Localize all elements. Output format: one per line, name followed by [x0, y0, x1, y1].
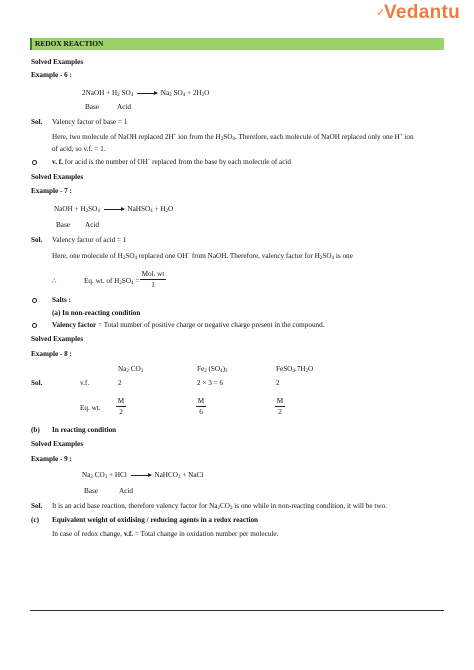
footer-divider	[30, 610, 444, 611]
example-6-equation: 2NaOH + $H_2$ $SO_4$ $Na_2$ $SO_4 + 2H_2O$	[82, 89, 210, 98]
vf-row-label: v.f.	[80, 379, 90, 387]
base-label: Base	[56, 221, 70, 229]
example-9-label: Example - 9 :	[31, 455, 72, 463]
non-reacting-heading: (a) In non-reacting condition	[52, 309, 141, 317]
valency-factor-definition: Valency factor = Total number of positive charge or negative charge present in the compound.	[52, 321, 325, 329]
acid-label: Acid	[117, 103, 131, 111]
therefore-symbol: ∴	[52, 277, 57, 285]
bullet-icon	[32, 298, 37, 303]
solved-examples-heading: Solved Examples	[31, 173, 84, 181]
eqwt-fraction-fe2so43: M 6	[197, 397, 205, 417]
salts-heading: Salts :	[52, 296, 71, 304]
redox-vf-definition: In case of redox change, v.f. = Total change in oxidation number per molecule.	[52, 530, 279, 538]
sol-label: Sol.	[31, 118, 43, 126]
solved-examples-heading: Solved Examples	[31, 440, 84, 448]
compound-fe2so43: $Fe_2$ $(SO_4)_3$	[197, 365, 228, 374]
base-label: Base	[84, 487, 98, 495]
redox-label: (c)	[31, 516, 39, 524]
eq-wt-h2so4: Eq. wt. of $H_2SO_4$ =	[84, 277, 140, 286]
logo-check-icon: ✓	[376, 6, 386, 19]
vf-value-fe2so43: 2 × 3 = 6	[197, 379, 224, 387]
solved-examples-heading: Solved Examples	[31, 335, 84, 343]
vf-value-feso4: 2	[276, 379, 280, 387]
sol-valency-line: Valency factor of base = 1	[52, 118, 128, 126]
bullet-vf-acid: v. f. for acid is the number of OH– replaced from the base by each molecule of acid	[52, 158, 292, 166]
example-7-label: Example - 7 :	[31, 187, 72, 195]
sol-valency-line: Valency factor of acid = 1	[52, 236, 127, 244]
sol-label: Sol.	[31, 379, 43, 387]
sol-explanation-line-2: of acid, so v.f. = 1.	[52, 145, 106, 153]
molwt-fraction: Mol. wt 1	[141, 270, 165, 290]
bullet-icon	[32, 323, 37, 328]
example-6-label: Example - 6 :	[31, 71, 72, 79]
sol-explanation-line: Here, one molecule of $H_2SO_4$ replaced one OH– from NaOH. Therefore, valency factor for $H_2SO_4$ is one	[52, 252, 353, 261]
sol-label: Sol.	[31, 236, 43, 244]
reaction-arrow-icon	[131, 475, 151, 476]
bullet-icon	[32, 160, 37, 165]
sol-explanation-line-1: Here, two molecule of NaOH replaced 2H+ ion from the $H_2SO_4$. Therefore, each molecule of NaOH replaced only one H+ ion	[52, 133, 414, 142]
base-label: Base	[85, 103, 99, 111]
redox-heading: Equivalent weight of oxidising / reducing agents in a redox reaction	[52, 516, 259, 524]
example-8-label: Example - 8 :	[31, 350, 72, 358]
compound-na2co3: $Na_2$ $CO_3$	[118, 365, 144, 374]
example-7-equation: NaOH + $H_2SO_4$ NaHSO$_4$ + $H_2O$	[54, 205, 174, 214]
acid-label: Acid	[119, 487, 133, 495]
acid-label: Acid	[85, 221, 99, 229]
solved-examples-heading: Solved Examples	[31, 58, 84, 66]
sol-label: Sol.	[31, 502, 43, 510]
reacting-heading: In reacting condition	[52, 426, 117, 434]
eqwt-fraction-feso4: M 2	[276, 397, 284, 417]
section-header-bar	[30, 38, 444, 50]
reaction-arrow-icon	[104, 209, 124, 210]
vedantu-logo	[376, 2, 462, 30]
section-title: REDOX REACTION	[35, 38, 104, 48]
reaction-arrow-icon	[137, 93, 157, 94]
eqwt-fraction-na2co3: M 2	[117, 397, 125, 417]
eqwt-row-label: Eq. wt.	[80, 404, 101, 412]
example-9-equation: $Na_2$ $CO_3$ + HCl NaHCO$_3$ + NaCl	[82, 471, 204, 480]
compound-feso4-7h2o: $FeSO_4.7H_2O$	[276, 365, 314, 374]
sol-explanation-line: It is an acid base reaction, therefore valency factor for $Na_2CO_3$ is one while in non-reacting condition, it will be two.	[52, 502, 387, 511]
logo-text: Vedantu	[384, 2, 461, 23]
reacting-label: (b)	[31, 426, 40, 434]
vf-value-na2co3: 2	[118, 379, 122, 387]
